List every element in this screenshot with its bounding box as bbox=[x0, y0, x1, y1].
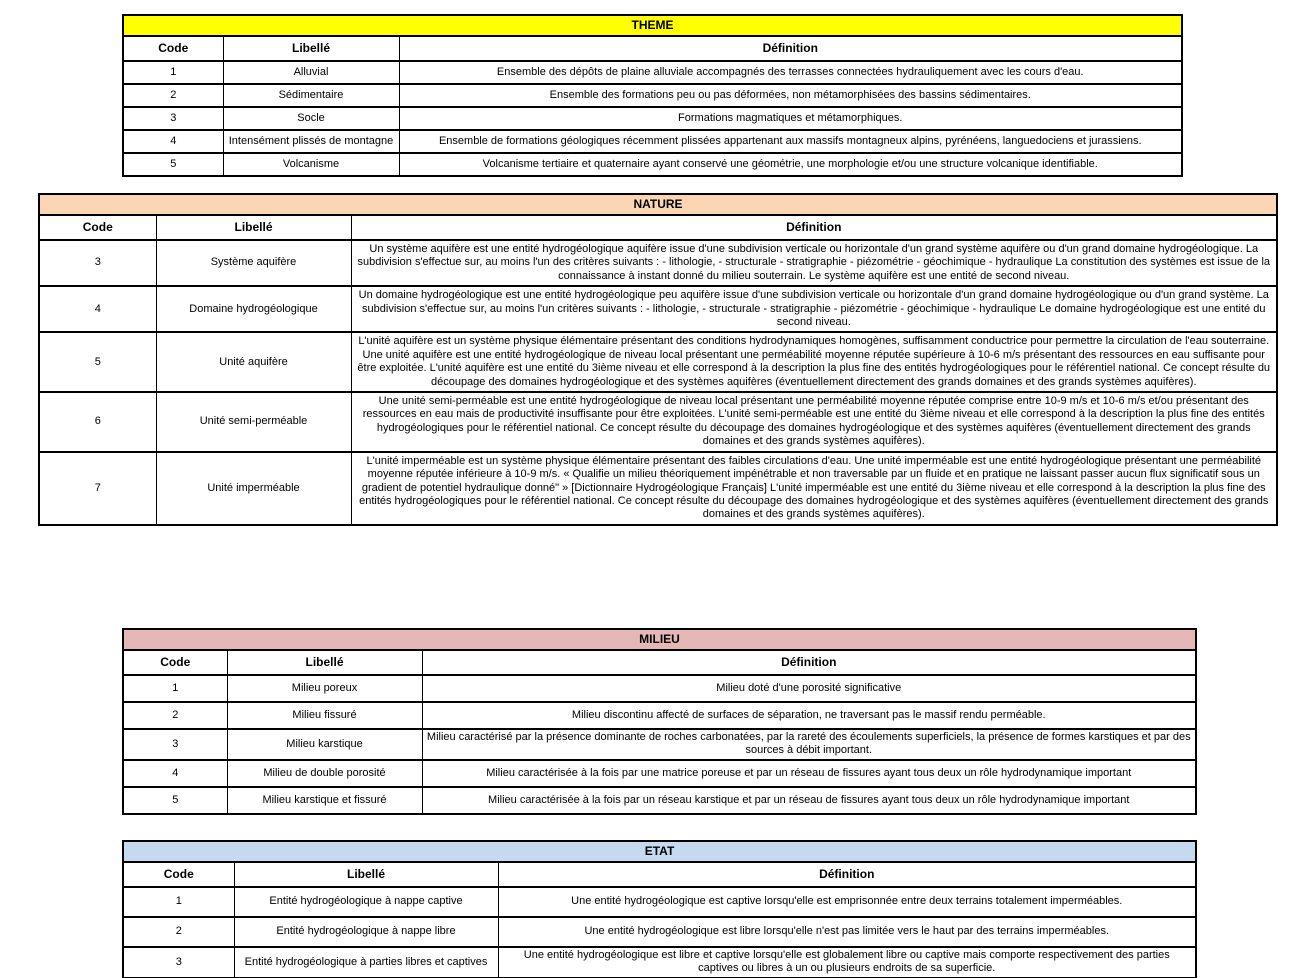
code-cell: 3 bbox=[39, 240, 156, 286]
code-cell: 7 bbox=[39, 452, 156, 525]
definition-cell: Une unité semi-perméable est une entité hydrogéologique de niveau local présentant une perméabilité moyenne réputée comprise entre 10-9 m/s et 10-6 m/s et/ou présentant des ressources en eau mais de productivité insuffisante pour être exploitées. L'unité semi-perméable est une entité du 3ième niveau et elle correspond à la description la plus fine des entités hydrogéologiques pour le référentiel national. Ce concept résulte du découpage des domaines hydrogéologique et des systèmes aquifères (éventuellement directement des grands domaines et des grands systèmes aquifères). bbox=[351, 392, 1277, 452]
libelle-cell: Système aquifère bbox=[156, 240, 351, 286]
code-cell: 3 bbox=[123, 947, 234, 978]
definition-cell: Milieu caractérisée à la fois par un réseau karstique et par un réseau de fissures ayant tous deux un rôle hydrodynamique important bbox=[422, 787, 1196, 814]
nature-header-row bbox=[39, 215, 1277, 240]
milieu-definition-table bbox=[122, 628, 1197, 815]
etat-table-row bbox=[123, 917, 1196, 947]
definition-cell: Milieu doté d'une porosité significative bbox=[422, 675, 1196, 702]
column-header-libelle: Libellé bbox=[223, 36, 399, 61]
libelle-cell: Unité semi-perméable bbox=[156, 392, 351, 452]
libelle-cell: Intensément plissés de montagne bbox=[223, 130, 399, 153]
etat-table-row bbox=[123, 887, 1196, 917]
code-cell: 4 bbox=[39, 286, 156, 332]
nature-table-title: NATURE bbox=[39, 194, 1277, 215]
etat-header-row bbox=[123, 862, 1196, 887]
nature-table bbox=[38, 193, 1278, 526]
milieu-table-row bbox=[123, 702, 1196, 729]
definition-cell: Ensemble de formations géologiques récemment plissées appartenant aux massifs montagneux alpins, pyrénéens, languedociens et jurassiens. bbox=[399, 130, 1182, 153]
theme-table-row bbox=[123, 84, 1182, 107]
libelle-cell: Entité hydrogéologique à nappe captive bbox=[234, 887, 498, 917]
definition-cell: Formations magmatiques et métamorphiques. bbox=[399, 107, 1182, 130]
definition-cell: Une entité hydrogéologique est libre et captive lorsqu'elle est globalement libre ou captive mais comporte respectivement des parties captives ou libres à un ou plusieurs endroits de sa superficie. bbox=[498, 947, 1196, 978]
column-header-definition: Définition bbox=[498, 862, 1196, 887]
definition-cell: L'unité imperméable est un système physique élémentaire présentant des faibles circulations d'eau. Une unité imperméable est une entité hydrogéologique présentant une perméabilité moyenne réputée inférieure à 10-9 m/s. « Qualifie un milieu théoriquement impénétrable et non traversable par un fluide et en pratique ne laissant passer aucun flux significatif sous un gradient de potentiel hydraulique donné" » [Dictionnaire Hydrogéologique Français] L'unité imperméable est une entité du 3ième niveau et elle correspond à la description la plus fine des entités hydrogéologiques pour le référentiel national. Ce concept résulte du découpage des domaines hydrogéologique et des systèmes aquifères (éventuellement directement des grands domaines et des grands systèmes aquifères). bbox=[351, 452, 1277, 525]
code-cell: 5 bbox=[123, 153, 223, 176]
theme-header-row bbox=[123, 36, 1182, 61]
code-cell: 1 bbox=[123, 887, 234, 917]
column-header-libelle: Libellé bbox=[234, 862, 498, 887]
nature-table-row bbox=[39, 452, 1277, 525]
libelle-cell: Milieu poreux bbox=[227, 675, 422, 702]
theme-table-title: THEME bbox=[123, 15, 1182, 36]
code-cell: 5 bbox=[123, 787, 227, 814]
definition-cell: Milieu caractérisée à la fois par une matrice poreuse et par un réseau de fissures ayant tous deux un rôle hydrodynamique important bbox=[422, 760, 1196, 787]
libelle-cell: Milieu de double porosité bbox=[227, 760, 422, 787]
code-cell: 1 bbox=[123, 61, 223, 84]
definition-cell: Milieu caractérisé par la présence dominante de roches carbonatées, par la rareté des écoulements superficiels, la présence de formes karstiques et par des sources à débit important. bbox=[422, 729, 1196, 760]
theme-table-row bbox=[123, 107, 1182, 130]
code-cell: 4 bbox=[123, 760, 227, 787]
theme-table-row bbox=[123, 153, 1182, 176]
theme-table-row bbox=[123, 130, 1182, 153]
nature-table-row bbox=[39, 240, 1277, 286]
etat-table-row bbox=[123, 947, 1196, 978]
nature-title-row bbox=[39, 194, 1277, 215]
definition-cell: Milieu discontinu affecté de surfaces de séparation, ne traversant pas le massif rendu perméable. bbox=[422, 702, 1196, 729]
nature-definition-table bbox=[38, 193, 1278, 526]
libelle-cell: Socle bbox=[223, 107, 399, 130]
etat-title-row bbox=[123, 841, 1196, 862]
column-header-definition: Définition bbox=[351, 215, 1277, 240]
libelle-cell: Alluvial bbox=[223, 61, 399, 84]
code-cell: 3 bbox=[123, 729, 227, 760]
definition-cell: Volcanisme tertiaire et quaternaire ayant conservé une géométrie, une morphologie et/ou une structure volcanique identifiable. bbox=[399, 153, 1182, 176]
milieu-table-row bbox=[123, 787, 1196, 814]
code-cell: 1 bbox=[123, 675, 227, 702]
libelle-cell: Unité imperméable bbox=[156, 452, 351, 525]
etat-table-title: ETAT bbox=[123, 841, 1196, 862]
column-header-code: Code bbox=[39, 215, 156, 240]
definition-cell: Un système aquifère est une entité hydrogéologique aquifère issue d'une subdivision verticale ou horizontale d'un grand système aquifère ou d'un grand domaine hydrogéologique. La subdivision s'effectue sur, au moins l'un des critères suivants : - lithologie, - structurale - stratigraphie - piézométrie - géochimique - hydraulique La constitution des systèmes est issue de la connaissance à instant donné du milieu souterrain. Le système aquifère est une entité de second niveau. bbox=[351, 240, 1277, 286]
code-cell: 5 bbox=[39, 332, 156, 392]
etat-table bbox=[122, 840, 1197, 978]
milieu-table bbox=[122, 628, 1197, 815]
libelle-cell: Milieu fissuré bbox=[227, 702, 422, 729]
column-header-code: Code bbox=[123, 650, 227, 675]
milieu-table-row bbox=[123, 760, 1196, 787]
column-header-definition: Définition bbox=[399, 36, 1182, 61]
definition-cell: Ensemble des formations peu ou pas déformées, non métamorphisées des bassins sédimentaires. bbox=[399, 84, 1182, 107]
column-header-libelle: Libellé bbox=[156, 215, 351, 240]
milieu-table-title: MILIEU bbox=[123, 629, 1196, 650]
definition-cell: Une entité hydrogéologique est captive lorsqu'elle est emprisonnée entre deux terrains totalement imperméables. bbox=[498, 887, 1196, 917]
milieu-table-row bbox=[123, 675, 1196, 702]
milieu-header-row bbox=[123, 650, 1196, 675]
theme-title-row bbox=[123, 15, 1182, 36]
libelle-cell: Unité aquifère bbox=[156, 332, 351, 392]
nature-table-row bbox=[39, 392, 1277, 452]
nature-table-row bbox=[39, 286, 1277, 332]
column-header-definition: Définition bbox=[422, 650, 1196, 675]
code-cell: 2 bbox=[123, 702, 227, 729]
nature-table-row bbox=[39, 332, 1277, 392]
column-header-code: Code bbox=[123, 36, 223, 61]
milieu-title-row bbox=[123, 629, 1196, 650]
code-cell: 3 bbox=[123, 107, 223, 130]
libelle-cell: Volcanisme bbox=[223, 153, 399, 176]
milieu-table-row bbox=[123, 729, 1196, 760]
theme-definition-table bbox=[122, 14, 1183, 177]
etat-definition-table bbox=[122, 840, 1197, 978]
code-cell: 4 bbox=[123, 130, 223, 153]
libelle-cell: Entité hydrogéologique à nappe libre bbox=[234, 917, 498, 947]
theme-table-row bbox=[123, 61, 1182, 84]
libelle-cell: Milieu karstique et fissuré bbox=[227, 787, 422, 814]
code-cell: 2 bbox=[123, 84, 223, 107]
libelle-cell: Sédimentaire bbox=[223, 84, 399, 107]
definition-cell: L'unité aquifère est un système physique élémentaire présentant des conditions hydrodynamiques homogènes, suffisamment conductrice pour permettre la circulation de l'eau souterraine. Une unité aquifère est une entité hydrogéologique de niveau local présentant une perméabilité moyenne réputée supérieure à 10-6 m/s présentant des ressources en eau suffisante pour être exploitée. L'unité aquifère est une entité du 3ième niveau et elle correspond à la description la plus fine des entités hydrogéologiques pour le référentiel national. Ce concept résulte du découpage des domaines hydrogéologique et des systèmes aquifères (éventuellement directement des grands domaines et des grands systèmes aquifères). bbox=[351, 332, 1277, 392]
definition-cell: Une entité hydrogéologique est libre lorsqu'elle n'est pas limitée vers le haut par des terrains imperméables. bbox=[498, 917, 1196, 947]
definition-cell: Ensemble des dépôts de plaine alluviale accompagnés des terrasses connectées hydrauliquement avec les cours d'eau. bbox=[399, 61, 1182, 84]
code-cell: 6 bbox=[39, 392, 156, 452]
libelle-cell: Domaine hydrogéologique bbox=[156, 286, 351, 332]
theme-table bbox=[122, 14, 1183, 177]
code-cell: 2 bbox=[123, 917, 234, 947]
libelle-cell: Milieu karstique bbox=[227, 729, 422, 760]
column-header-libelle: Libellé bbox=[227, 650, 422, 675]
column-header-code: Code bbox=[123, 862, 234, 887]
definition-cell: Un domaine hydrogéologique est une entité hydrogéologique peu aquifère issue d'une subdivision verticale ou horizontale d'un grand domaine hydrogéologique ou d'un grand système. La subdivision s'effectue sur, au moins l'un critères suivants : - lithologie, - structurale - stratigraphie - piézométrie - géochimique - hydraulique Le domaine hydrogéologique est une entité du second niveau. bbox=[351, 286, 1277, 332]
libelle-cell: Entité hydrogéologique à parties libres et captives bbox=[234, 947, 498, 978]
